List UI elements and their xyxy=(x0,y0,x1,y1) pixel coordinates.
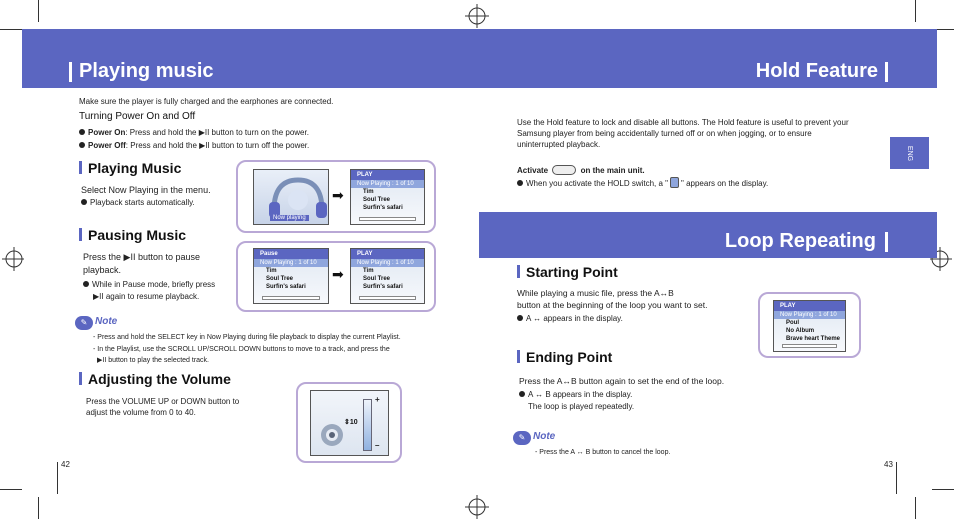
activate-line xyxy=(517,165,645,176)
progress-bar xyxy=(359,217,416,221)
bullet-icon xyxy=(519,391,525,397)
note-line2: - In the Playlist, use the SCROLL UP/SCROLL DOWN buttons to move to a track, and press the xyxy=(93,346,390,353)
bullet-icon xyxy=(79,142,85,148)
arrow-right-icon: ➡ xyxy=(332,266,344,282)
volume-line1: Press the VOLUME UP or DOWN button to xyxy=(86,397,240,406)
crop-mark xyxy=(915,497,916,519)
bullet-icon xyxy=(517,315,523,321)
screen-header: Pause xyxy=(254,249,328,259)
hold-line2: Samsung player from being accidentally turned off or on when jogging, or to ensure xyxy=(517,129,812,138)
note-line: - Press the A ↔ B button to cancel the loop. xyxy=(535,449,671,456)
volume-minus: – xyxy=(375,441,380,450)
crop-mark xyxy=(0,29,22,30)
page-title-right: Hold Feature xyxy=(755,60,878,82)
pausing-bullet1: While in Pause mode, briefly press xyxy=(83,279,215,290)
speaker-icon xyxy=(319,421,345,449)
volume-plus: + xyxy=(375,395,380,404)
note-label: Note xyxy=(95,316,118,327)
hold-line3: uninterrupted playback. xyxy=(517,140,601,149)
registration-mark xyxy=(465,495,489,519)
start-line2: button at the beginning of the loop you want to set. xyxy=(517,300,708,310)
page-number-left: 42 xyxy=(61,460,70,469)
screen-row: Poul xyxy=(786,320,799,326)
title-bar-mark xyxy=(885,232,888,252)
hold-line1: Use the Hold feature to lock and disable all buttons. The Hold feature is useful to prevent your xyxy=(517,118,849,127)
pausing-bullet2: ▶II again to resume playback. xyxy=(93,292,200,301)
screen-row: Soul Tree xyxy=(363,276,391,282)
note-pencil-icon: ✎ xyxy=(75,316,93,330)
volume-heading: Adjusting the Volume xyxy=(79,371,231,387)
power-off-label: Power Off xyxy=(88,141,126,150)
screen-row: No Album xyxy=(786,328,815,334)
power-on-line xyxy=(79,127,309,138)
heading-mark xyxy=(517,350,520,363)
resume-screen xyxy=(350,248,425,304)
note-line3: ▶II button to play the selected track. xyxy=(97,357,209,364)
heading-mark xyxy=(79,228,82,241)
screen-row: Tim xyxy=(266,268,277,274)
crop-mark xyxy=(915,0,916,22)
volume-screen xyxy=(310,390,389,456)
now-playing-screen xyxy=(253,169,329,225)
volume-line2: adjust the volume from 0 to 40. xyxy=(86,408,196,417)
lock-icon xyxy=(670,177,679,188)
pausing-heading: Pausing Music xyxy=(79,227,186,243)
heading-mark xyxy=(79,161,82,174)
now-playing-label: Now playing xyxy=(270,215,309,221)
note-label: Note xyxy=(533,431,556,442)
playing-bullet: Playback starts automatically. xyxy=(81,197,195,208)
page-title-left: Playing music xyxy=(79,60,214,82)
progress-bar xyxy=(782,344,837,348)
volume-value: ⇕10 xyxy=(344,419,358,426)
bullet-icon xyxy=(79,129,85,135)
note-pencil-icon: ✎ xyxy=(513,431,531,445)
pause-screen xyxy=(253,248,329,304)
heading-mark xyxy=(79,372,82,385)
loop-title: Loop Repeating xyxy=(724,230,876,252)
power-on-text: : Press and hold the ▶II button to turn on the power. xyxy=(125,128,309,137)
screen-row: Surfin's safari xyxy=(266,284,306,290)
power-off-line xyxy=(79,140,309,151)
page-margin-line xyxy=(57,462,58,494)
arrow-right-icon: ➡ xyxy=(332,187,344,203)
power-heading: Turning Power On and Off xyxy=(79,111,196,122)
screen-row: Tim xyxy=(363,189,374,195)
progress-bar xyxy=(262,296,320,300)
start-bullet: A ↔ appears in the display. xyxy=(517,313,623,324)
page-margin-line xyxy=(896,462,897,494)
activate-label: Activate xyxy=(517,166,549,175)
screen-subheader: Now Playing : 1 of 10 xyxy=(351,180,424,188)
screen-header: PLAY xyxy=(351,170,424,180)
activate-rest: on the main unit. xyxy=(580,166,645,175)
progress-bar xyxy=(359,296,416,300)
bullet-icon xyxy=(517,180,523,186)
screen-row: Brave heart Theme xyxy=(786,336,841,342)
playing-heading: Playing Music xyxy=(79,160,181,176)
end-bullet2: The loop is played repeatedly. xyxy=(528,402,635,411)
screen-row: Surfin's safari xyxy=(363,205,403,211)
title-bar-mark xyxy=(69,62,72,82)
screen-row: Tim xyxy=(363,268,374,274)
power-on-label: Power On xyxy=(88,128,126,137)
hold-bullet: When you activate the HOLD switch, a " " appears on the display. xyxy=(517,177,768,189)
screen-row: Soul Tree xyxy=(266,276,294,282)
title-bar-mark xyxy=(885,62,888,82)
end-line1: Press the A↔B button again to set the end of the loop. xyxy=(519,376,725,386)
volume-slider xyxy=(363,399,372,451)
screen-row: Soul Tree xyxy=(363,197,391,203)
screen-header: PLAY xyxy=(351,249,424,259)
intro-text: Make sure the player is fully charged and the earphones are connected. xyxy=(79,97,334,106)
hold-switch-icon xyxy=(552,165,576,175)
registration-mark xyxy=(2,247,24,271)
bullet-icon xyxy=(83,281,89,287)
page-number-right: 43 xyxy=(884,460,893,469)
start-line1: While playing a music file, press the A↔B xyxy=(517,288,674,298)
bullet-icon xyxy=(81,199,87,205)
language-tab: ENG xyxy=(890,137,929,169)
screen-subheader: Now Playing : 1 of 10 xyxy=(351,259,424,267)
heading-mark xyxy=(517,265,520,278)
play-screen xyxy=(350,169,425,225)
screen-subheader: Now Playing : 1 of 10 xyxy=(774,311,845,319)
starting-heading: Starting Point xyxy=(517,264,618,280)
screen-row: Surfin's safari xyxy=(363,284,403,290)
screen-header: PLAY xyxy=(774,301,845,311)
end-bullet1: A ↔ B appears in the display. xyxy=(519,389,632,400)
crop-mark xyxy=(38,497,39,519)
pausing-line1: Press the ▶II button to pause xyxy=(83,252,200,262)
crop-mark xyxy=(0,489,22,490)
power-off-text: : Press and hold the ▶II button to turn off the power. xyxy=(125,141,310,150)
loop-screen xyxy=(773,300,846,352)
crop-mark xyxy=(38,0,39,22)
ending-heading: Ending Point xyxy=(517,349,612,365)
registration-mark xyxy=(465,4,489,28)
screen-subheader: Now Playing : 1 of 10 xyxy=(254,259,328,267)
pausing-line2: playback. xyxy=(83,265,122,275)
note-line1: - Press and hold the SELECT key in Now Playing during file playback to display the current Playlist. xyxy=(93,334,401,341)
playing-line: Select Now Playing in the menu. xyxy=(81,185,211,195)
crop-mark xyxy=(932,489,954,490)
